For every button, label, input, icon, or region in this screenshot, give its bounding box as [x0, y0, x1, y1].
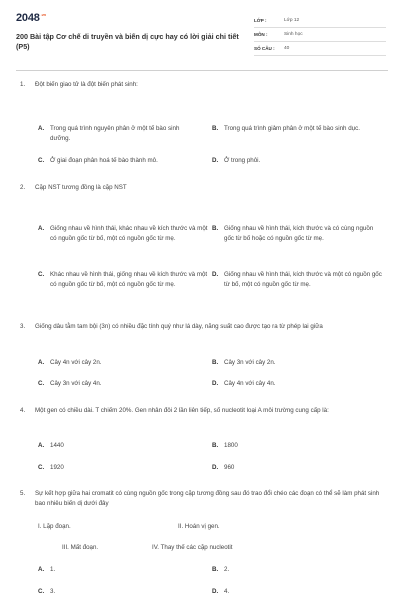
statement-item: II. Hoán vị gen. [178, 523, 220, 530]
meta-key: SỐ CÂU : [254, 46, 275, 51]
option-text: Giống nhau về hình thái, kích thước và có cùng nguồn gốc từ bố hoặc có nguồn gốc từ mẹ. [224, 225, 374, 242]
option-text: Ở trong phôi. [224, 157, 261, 164]
option-c[interactable] [38, 156, 206, 166]
option-key: A. [38, 125, 45, 132]
question-stem [20, 80, 386, 90]
question-text: Giống dâu tằm tam bội (3n) có nhiều đặc tính quý như lá dày, năng suất cao được tạo ra từ phép lai giữa [35, 323, 323, 330]
meta-table [254, 14, 386, 56]
option-b[interactable] [212, 224, 384, 244]
question-3 [20, 322, 386, 332]
question-text: Cặp NST tương đồng là cặp NST [35, 184, 127, 191]
option-text: Khác nhau về hình thái, giống nhau về kích thước và một có nguồn gốc từ bố, một có nguồn gốc từ mẹ. [50, 271, 208, 288]
option-key: B. [212, 125, 219, 132]
option-text: Ở giai đoạn phân hoá tế bào thành mô. [50, 157, 158, 164]
option-d[interactable] [212, 463, 384, 473]
question-number: 2. [20, 184, 26, 191]
meta-key: MÔN : [254, 32, 268, 37]
logo-sub: .vn [40, 12, 46, 18]
logo-main: 2048 [16, 12, 40, 24]
question-text: Một gen có chiều dài. T chiếm 20%. Gen nhân đôi 2 lần liên tiếp, số nucleotit loại A môi trường cung cấp là: [35, 407, 329, 414]
option-c[interactable] [38, 270, 210, 290]
option-text: 4. [224, 588, 230, 595]
option-key: D. [212, 157, 219, 164]
option-text: 1440 [50, 442, 64, 449]
option-key: A. [38, 359, 45, 366]
option-key: C. [38, 464, 45, 471]
question-stem [20, 183, 386, 193]
meta-value: Lớp 12 [284, 18, 300, 23]
meta-value: Sinh học [284, 32, 303, 37]
option-key: B. [212, 566, 219, 573]
option-a[interactable] [38, 124, 206, 144]
option-a[interactable] [38, 565, 206, 575]
question-5 [20, 489, 386, 509]
option-text: Cây 3n với cây 2n. [224, 359, 276, 366]
meta-value: 40 [284, 46, 290, 51]
option-text: 3. [50, 588, 56, 595]
option-key: A. [38, 566, 45, 573]
statement-item: IV. Thay thế các cặp nucleotit [152, 544, 233, 551]
meta-row-count [254, 42, 386, 56]
question-number: 5. [20, 490, 26, 497]
option-key: C. [38, 157, 45, 164]
option-key: D. [212, 464, 219, 471]
option-text: 1800 [224, 442, 238, 449]
option-text: Trong quá trình giảm phân ở một tế bào sinh dục. [224, 125, 360, 132]
option-a[interactable] [38, 224, 210, 244]
option-text: 2. [224, 566, 230, 573]
option-d[interactable] [212, 156, 384, 166]
option-b[interactable] [212, 124, 384, 134]
option-key: A. [38, 225, 45, 232]
site-logo[interactable] [16, 12, 46, 24]
option-d[interactable] [212, 587, 384, 597]
option-b[interactable] [212, 441, 384, 451]
question-number: 3. [20, 323, 26, 330]
statement-item: I. Lặp đoạn. [38, 523, 71, 530]
option-d[interactable] [212, 379, 384, 389]
option-text: 1920 [50, 464, 64, 471]
option-text: 1. [50, 566, 56, 573]
option-key: D. [212, 271, 219, 278]
question-number: 4. [20, 407, 26, 414]
option-key: B. [212, 442, 219, 449]
header-divider [16, 70, 388, 71]
option-text: Cây 4n với cây 4n. [224, 380, 276, 387]
question-2 [20, 183, 386, 193]
question-text: Đột biến giao tử là đột biến phát sinh: [35, 81, 138, 88]
option-key: C. [38, 588, 45, 595]
option-a[interactable] [38, 441, 206, 451]
option-key: B. [212, 359, 219, 366]
option-key: C. [38, 380, 45, 387]
meta-row-subject [254, 28, 386, 42]
question-number: 1. [20, 81, 26, 88]
option-key: C. [38, 271, 45, 278]
statement-item: III. Mất đoạn. [62, 544, 99, 551]
question-stem [20, 322, 386, 332]
meta-row-class [254, 14, 386, 28]
option-key: B. [212, 225, 219, 232]
option-d[interactable] [212, 270, 384, 290]
option-text: Cây 3n với cây 4n. [50, 380, 102, 387]
option-c[interactable] [38, 379, 206, 389]
question-stem [20, 406, 386, 416]
question-text: Sự kết hợp giữa hai cromatit có cùng nguồn gốc trong cặp tương đồng sau đó trao đổi chéo các đoạn có thể sẽ làm phát sinh bao nhiêu biến dị dưới đây [35, 490, 380, 507]
option-key: A. [38, 442, 45, 449]
option-c[interactable] [38, 463, 206, 473]
document-header [16, 10, 386, 68]
option-b[interactable] [212, 565, 384, 575]
question-1 [20, 80, 386, 90]
option-key: D. [212, 380, 219, 387]
option-a[interactable] [38, 358, 206, 368]
option-text: Cây 4n với cây 2n. [50, 359, 102, 366]
option-b[interactable] [212, 358, 384, 368]
meta-key: LỚP : [254, 18, 267, 23]
question-stem [20, 489, 386, 509]
option-text: Giống nhau về hình thái, kích thước và một có nguồn gốc từ bố, một có nguồn gốc từ mẹ. [224, 271, 382, 288]
option-key: D. [212, 588, 219, 595]
option-text: Giống nhau về hình thái, khác nhau về kích thước và một có nguồn gốc từ bố, một có nguồn gốc từ mẹ. [50, 225, 208, 242]
option-c[interactable] [38, 587, 206, 597]
page-title: 200 Bài tập Cơ chế di truyền và biến dị cực hay có lời giải chi tiết (P5) [16, 32, 239, 51]
option-text: Trong quá trình nguyên phân ở một tế bào sinh dưỡng. [50, 125, 180, 142]
option-text: 960 [224, 464, 235, 471]
question-4 [20, 406, 386, 416]
